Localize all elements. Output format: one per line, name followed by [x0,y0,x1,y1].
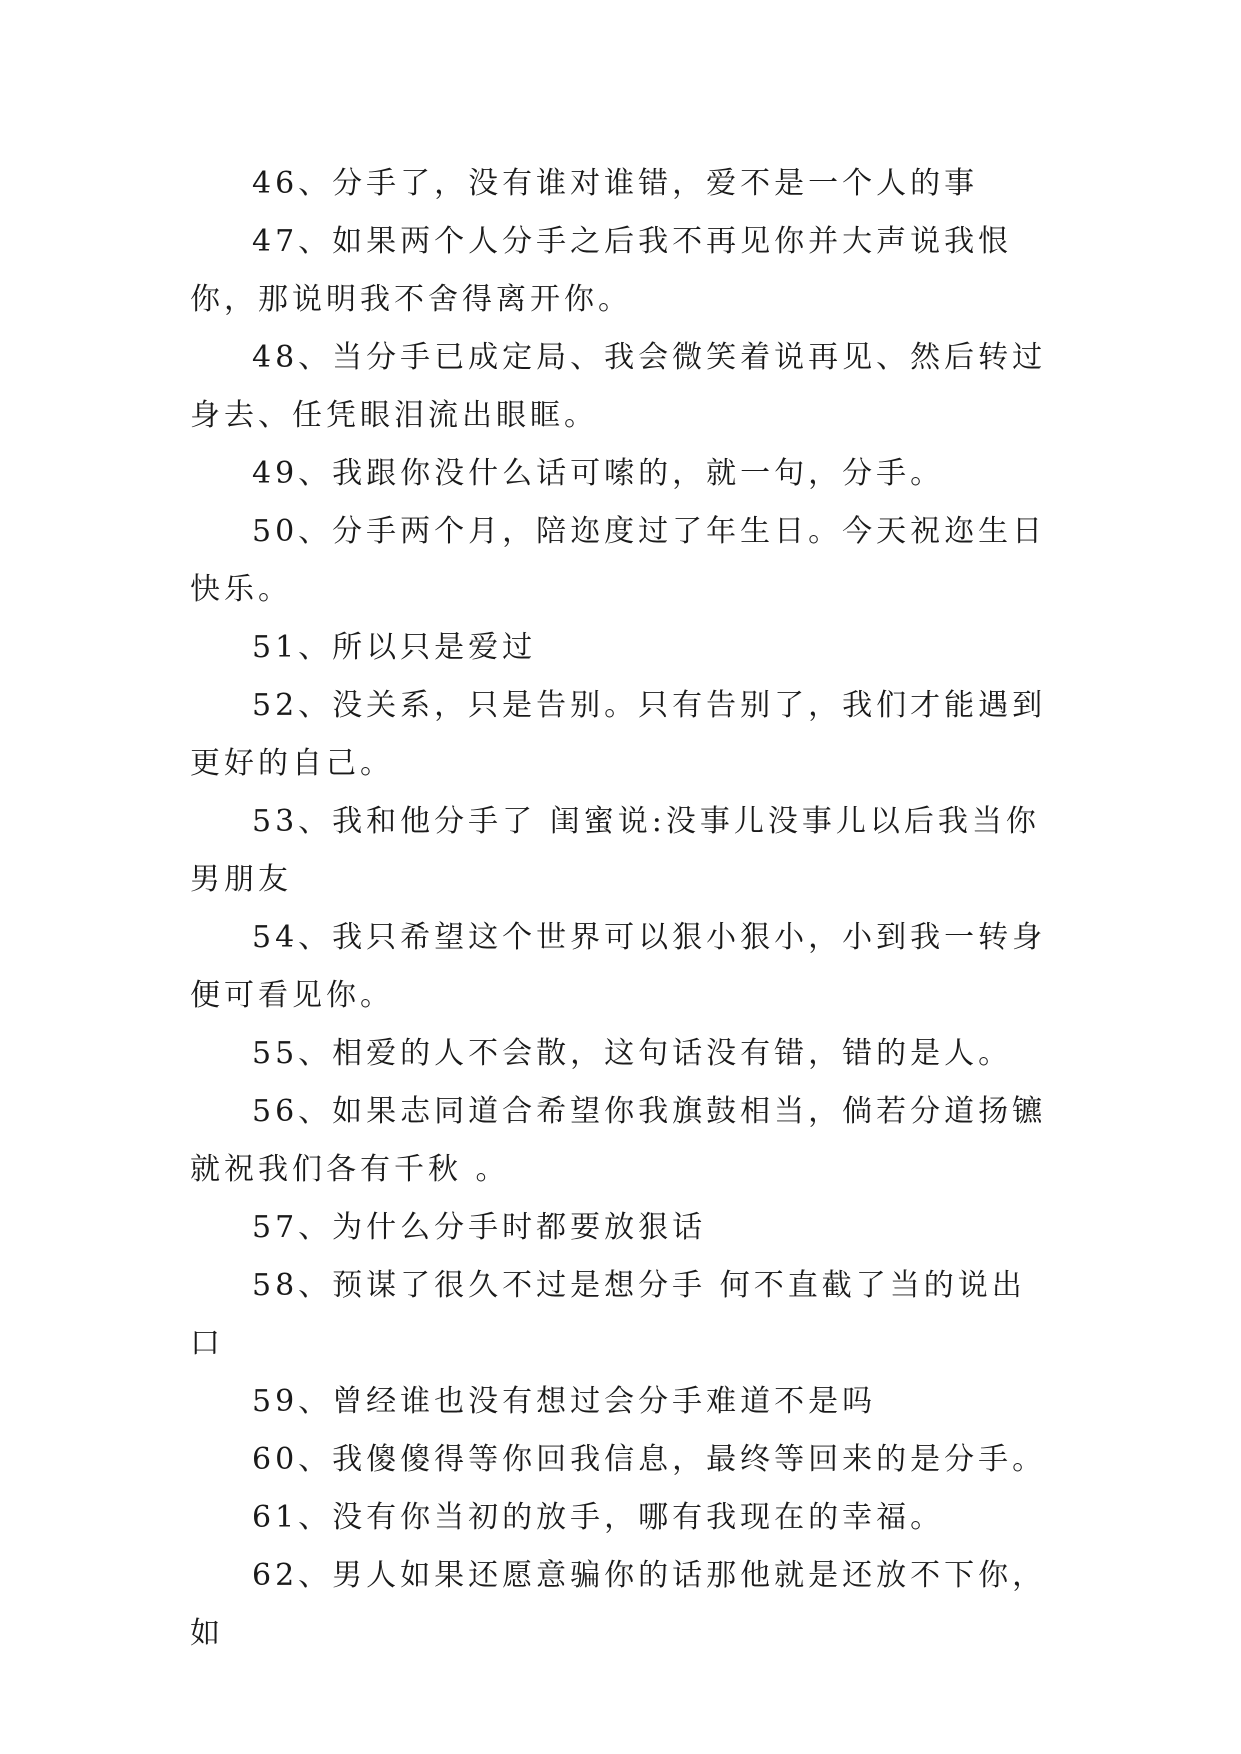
paragraph-56: 56、如果志同道合希望你我旗鼓相当，倘若分道扬镳就祝我们各有千秋 。 [190,1094,1047,1187]
paragraph-61: 61、没有你当初的放手，哪有我现在的幸福。 [252,1500,945,1535]
paragraph-62: 62、男人如果还愿意骗你的话那他就是还放不下你，如 [190,1558,1047,1651]
paragraph-49: 49、我跟你没什么话可嗦的，就一句，分手。 [252,456,945,491]
paragraph-57: 57、为什么分手时都要放狠话 [252,1210,707,1245]
paragraph-60: 60、我傻傻得等你回我信息，最终等回来的是分手。 [252,1442,1047,1477]
paragraph-53: 53、我和他分手了 闺蜜说:没事儿没事儿以后我当你男朋友 [190,804,1040,897]
paragraph-58: 58、预谋了很久不过是想分手 何不直截了当的说出口 [190,1268,1026,1361]
document-body [190,155,1050,1663]
paragraph-46: 46、分手了，没有谁对谁错，爱不是一个人的事 [252,166,979,201]
paragraph-50: 50、分手两个月，陪迩度过了年生日。今天祝迩生日快乐。 [190,514,1047,607]
paragraph-47: 47、如果两个人分手之后我不再见你并大声说我恨你，那说明我不舍得离开你。 [190,224,1013,317]
paragraph-54: 54、我只希望这个世界可以狠小狠小，小到我一转身便可看见你。 [190,920,1047,1013]
paragraph-48: 48、当分手已成定局、我会微笑着说再见、然后转过身去、任凭眼泪流出眼眶。 [190,340,1047,433]
paragraph-52: 52、没关系，只是告别。只有告别了，我们才能遇到更好的自己。 [190,688,1047,781]
paragraph-59: 59、曾经谁也没有想过会分手难道不是吗 [252,1384,877,1419]
paragraph-55: 55、相爱的人不会散，这句话没有错，错的是人。 [252,1036,1013,1071]
paragraph-51: 51、所以只是爱过 [252,630,537,665]
